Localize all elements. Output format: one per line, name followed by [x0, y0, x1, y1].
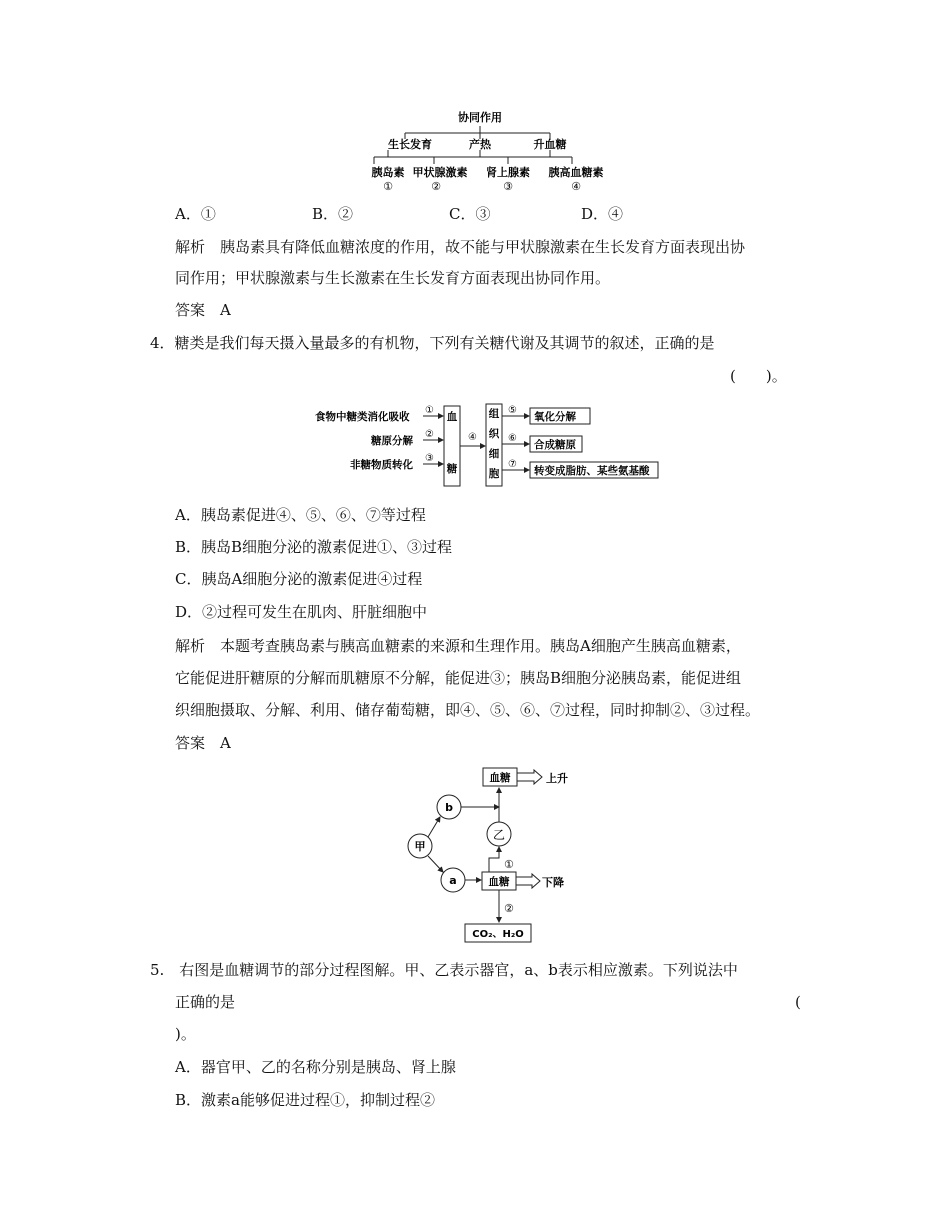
source-label: 食物中糖类消化吸收 — [315, 411, 410, 423]
glucose-metabolism-diagram — [315, 400, 665, 492]
outcome-label: 转变成脂肪、某些氨基酸 — [534, 465, 650, 477]
process-num: ① — [425, 405, 434, 416]
q5-option-a: A．器官甲、乙的名称分别是胰岛、肾上腺 — [175, 1058, 456, 1076]
source-label: 糖原分解 — [371, 435, 413, 447]
source-label: 非糖物质转化 — [350, 459, 413, 471]
q3-option-a: A．① — [175, 205, 216, 223]
hormone-label: 肾上腺素 — [486, 166, 530, 179]
q4-analysis: 织细胞摄取、分解、利用、储存葡萄糖，即④、⑤、⑥、⑦过程，同时抑制②、③过程。 — [175, 701, 761, 719]
process-num: ② — [504, 902, 514, 915]
q3-option-c: C．③ — [449, 205, 491, 223]
process-num: ⑤ — [508, 405, 517, 416]
q3-analysis: 同作用；甲状腺激素与生长激素在生长发育方面表现出协同作用。 — [175, 269, 611, 287]
outcome-label: 氧化分解 — [534, 411, 576, 423]
q5-option-b: B．激素a能够促进过程①，抑制过程② — [175, 1091, 435, 1109]
synergy-title: 协同作用 — [458, 111, 502, 124]
hormone-label: 胰岛素 — [371, 166, 405, 179]
category-label: 生长发育 — [388, 138, 432, 151]
category-label: 产热 — [469, 138, 491, 151]
q4-option-c: C．胰岛A细胞分泌的激素促进④过程 — [175, 570, 423, 588]
rise-label: 上升 — [546, 772, 568, 785]
process-num: ⑦ — [508, 459, 517, 470]
organ-jia-label: 甲 — [414, 840, 426, 853]
q5-paren: ( — [795, 993, 801, 1011]
q4-analysis: 它能促进肝糖原的分解而肌糖原不分解，能促进③；胰岛B细胞分泌胰岛素，能促进组 — [175, 669, 742, 687]
q3-option-d: D．④ — [581, 205, 624, 223]
process-num: ③ — [425, 453, 434, 464]
q4-analysis: 解析 本题考查胰岛素与胰高血糖素的来源和生理作用。胰岛A细胞产生胰高血糖素， — [175, 637, 741, 655]
glucose-regulation-diagram — [400, 762, 590, 947]
fall-label: 下降 — [542, 876, 564, 889]
process-num: ② — [425, 429, 434, 440]
hormone-a-label: a — [449, 874, 457, 887]
blood-box-text: 血 — [446, 411, 458, 423]
blood-box-text: 糖 — [446, 463, 458, 475]
tissue-box-text: 细 — [488, 448, 500, 460]
product-label: CO₂、H₂O — [472, 929, 524, 940]
q4-option-b: B．胰岛B细胞分泌的激素促进①、③过程 — [175, 538, 453, 556]
tissue-box-text: 胞 — [488, 468, 500, 480]
q4-option-d: D．②过程可发生在肌肉、肝脏细胞中 — [175, 603, 428, 621]
blood-glucose-top: 血糖 — [489, 772, 511, 784]
tissue-box-text: 组 — [488, 408, 500, 420]
q3-answer: 答案 A — [175, 301, 231, 319]
q4-answer-paren: ( )。 — [730, 367, 787, 385]
blood-glucose-bottom: 血糖 — [488, 876, 510, 888]
hormone-label: 胰高血糖素 — [548, 166, 604, 179]
category-label: 升血糖 — [533, 138, 567, 151]
outcome-label: 合成糖原 — [534, 439, 576, 451]
q4-answer: 答案 A — [175, 734, 231, 752]
organ-yi-label: 乙 — [492, 828, 506, 842]
q3-option-b: B．② — [312, 205, 354, 223]
synergy-diagram — [360, 106, 620, 196]
tissue-box-text: 织 — [488, 428, 500, 440]
hormone-num: ① — [383, 180, 393, 193]
q4-stem: 4．糖类是我们每天摄入量最多的有机物，下列有关糖代谢及其调节的叙述，正确的是 — [150, 334, 715, 352]
q3-analysis: 解析 胰岛素具有降低血糖浓度的作用，故不能与甲状腺激素在生长发育方面表现出协 — [175, 238, 746, 256]
process-num: ① — [504, 858, 514, 871]
hormone-b-label: b — [445, 801, 453, 814]
hormone-num: ④ — [571, 180, 581, 193]
hormone-num: ③ — [503, 180, 513, 193]
q5-stem: 5. 右图是血糖调节的部分过程图解。甲、乙表示器官，a、b表示相应激素。下列说法中 — [150, 961, 738, 979]
hormone-label: 甲状腺激素 — [412, 166, 468, 179]
process-num: ④ — [468, 432, 477, 443]
hormone-num: ② — [431, 180, 441, 193]
process-num: ⑥ — [508, 433, 517, 444]
q5-paren: )。 — [175, 1025, 196, 1043]
q5-stem: 正确的是 — [175, 993, 236, 1011]
q4-option-a: A．胰岛素促进④、⑤、⑥、⑦等过程 — [175, 506, 426, 524]
